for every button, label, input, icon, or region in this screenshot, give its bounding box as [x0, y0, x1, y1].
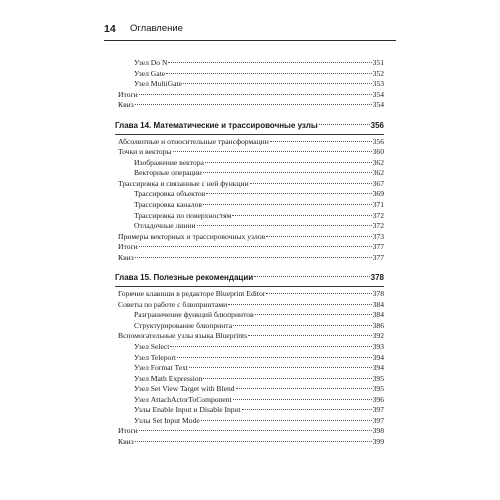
- dot-leader: [139, 430, 372, 431]
- toc-entry-page-number: 394: [372, 363, 384, 373]
- toc-entry[interactable]: [118, 405, 384, 416]
- toc-entry[interactable]: [118, 342, 384, 353]
- toc-entry-title: Итоги: [118, 89, 138, 99]
- toc-entry[interactable]: [118, 100, 384, 111]
- dot-leader: [232, 215, 371, 216]
- toc-entry-title: Примеры векторных и трассировочных узлов: [118, 231, 266, 241]
- dot-leader: [189, 367, 372, 368]
- toc-entry-title: Абсолютные и относительные трансформации: [118, 136, 269, 146]
- toc-entry-title: Квиз: [118, 100, 134, 110]
- toc-entry-page-number: 354: [372, 100, 384, 110]
- dot-leader: [139, 246, 372, 247]
- toc-entry-page-number: 371: [372, 200, 384, 210]
- dot-leader: [135, 441, 372, 442]
- toc-entry-page-number: 372: [372, 210, 384, 220]
- toc-entry-title: Узлы Enable Input и Disable Input: [134, 405, 241, 415]
- toc-entry-page-number: 384: [372, 310, 384, 320]
- table-of-contents: [115, 58, 384, 448]
- running-header-title: Оглавление: [130, 23, 183, 34]
- chapter-page-number: 378: [370, 273, 384, 283]
- section-gap: [118, 111, 384, 119]
- toc-entry[interactable]: [118, 69, 384, 80]
- toc-entry-page-number: 362: [372, 157, 384, 167]
- dot-leader: [203, 172, 372, 173]
- toc-entry-title: Советы по работе с блюпринтами: [118, 299, 228, 309]
- toc-entry-page-number: 373: [372, 231, 384, 241]
- dot-leader: [173, 151, 372, 152]
- toc-entry[interactable]: [118, 363, 384, 374]
- toc-entry[interactable]: [118, 168, 384, 179]
- toc-entry[interactable]: [118, 321, 384, 332]
- toc-entry-title: Структурирование блюпринта: [134, 320, 233, 330]
- toc-entry-title: Изображение вектора: [134, 157, 204, 167]
- toc-entry[interactable]: [118, 437, 384, 448]
- toc-entry[interactable]: [118, 253, 384, 264]
- toc-entry-page-number: 372: [372, 221, 384, 231]
- running-header: [104, 22, 404, 36]
- dot-leader: [236, 388, 372, 389]
- toc-entry-title: Узел Set View Target with Blend: [134, 384, 235, 394]
- toc-entry[interactable]: [118, 90, 384, 101]
- toc-entry-title: Узел Select: [134, 342, 170, 352]
- dot-leader: [254, 276, 369, 277]
- toc-entry[interactable]: [118, 179, 384, 190]
- toc-entry[interactable]: [118, 310, 384, 321]
- toc-entry[interactable]: [118, 384, 384, 395]
- toc-entry-title: Отладочные линии: [134, 221, 196, 231]
- dot-leader: [250, 183, 372, 184]
- toc-entry-title: Горячие клавиши в редакторе Blueprint Editor: [118, 289, 266, 299]
- dot-leader: [233, 399, 372, 400]
- chapter-divider: [115, 134, 384, 135]
- toc-entry[interactable]: [118, 300, 384, 311]
- toc-entry[interactable]: [118, 189, 384, 200]
- dot-leader: [206, 193, 371, 194]
- toc-entry-title: Узел Math Expression: [134, 373, 203, 383]
- dot-leader: [201, 420, 372, 421]
- toc-entry-page-number: 377: [372, 252, 384, 262]
- toc-chapter-heading[interactable]: [115, 271, 384, 284]
- toc-entry[interactable]: [118, 221, 384, 232]
- dot-leader: [248, 335, 372, 336]
- toc-entry-page-number: 352: [372, 68, 384, 78]
- dot-leader: [166, 73, 372, 74]
- page-number: 14: [104, 23, 116, 35]
- dot-leader: [183, 83, 372, 84]
- toc-entry-title: Узел MultiGate: [134, 79, 182, 89]
- toc-entry-title: Узел Format Text: [134, 363, 188, 373]
- toc-entry-page-number: 378: [372, 289, 384, 299]
- chapter-title: Глава 14. Математические и трассировочные узлы: [115, 120, 318, 130]
- toc-entry-page-number: 393: [372, 342, 384, 352]
- toc-entry-title: Трассировка каналов: [134, 200, 202, 210]
- toc-entry-page-number: 354: [372, 89, 384, 99]
- toc-entry-page-number: 360: [372, 147, 384, 157]
- toc-entry-page-number: 356: [372, 136, 384, 146]
- toc-entry[interactable]: [118, 353, 384, 364]
- toc-entry[interactable]: [118, 374, 384, 385]
- toc-entry-page-number: 367: [372, 178, 384, 188]
- toc-entry[interactable]: [118, 331, 384, 342]
- header-divider: [104, 40, 396, 41]
- toc-entry-page-number: 384: [372, 299, 384, 309]
- chapter-title: Глава 15. Полезные рекомендации: [115, 273, 254, 283]
- toc-entry-title: Вспомогательные узлы языка Blueprints: [118, 331, 248, 341]
- toc-entry-title: Векторные операции: [134, 168, 202, 178]
- chapter-divider: [115, 286, 384, 287]
- chapter-page-number: 356: [370, 120, 384, 130]
- dot-leader: [242, 409, 372, 410]
- toc-entry-page-number: 398: [372, 426, 384, 436]
- toc-entry-title: Трассировка объектов: [134, 189, 206, 199]
- dot-leader: [168, 62, 371, 63]
- toc-entry-page-number: 397: [372, 415, 384, 425]
- toc-entry-title: Узел Do N: [134, 58, 168, 67]
- toc-entry-title: Трассировка по поверхностям: [134, 210, 232, 220]
- dot-leader: [170, 346, 371, 347]
- dot-leader: [177, 357, 372, 358]
- toc-entry-title: Узел Gate: [134, 68, 166, 78]
- dot-leader: [203, 378, 371, 379]
- toc-entry-title: Разграничение функций блюпринтов: [134, 310, 254, 320]
- dot-leader: [255, 314, 372, 315]
- toc-entry-title: Узлы Set Input Mode: [134, 415, 200, 425]
- toc-entry-page-number: 369: [372, 189, 384, 199]
- toc-entry-title: Итоги: [118, 426, 138, 436]
- toc-entry[interactable]: [118, 147, 384, 158]
- dot-leader: [139, 94, 372, 95]
- toc-entry[interactable]: [118, 395, 384, 406]
- toc-entry-page-number: 395: [372, 373, 384, 383]
- dot-leader: [197, 225, 372, 226]
- toc-entry[interactable]: [118, 416, 384, 427]
- dot-leader: [266, 293, 371, 294]
- dot-leader: [135, 257, 372, 258]
- toc-entry-page-number: 351: [372, 58, 384, 67]
- toc-entry[interactable]: [118, 211, 384, 222]
- toc-entry-page-number: 377: [372, 242, 384, 252]
- toc-entry-page-number: 395: [372, 384, 384, 394]
- toc-entry[interactable]: [118, 158, 384, 169]
- toc-entry-title: Квиз: [118, 252, 134, 262]
- toc-entry[interactable]: [118, 58, 384, 69]
- toc-entry-page-number: 397: [372, 405, 384, 415]
- dot-leader: [270, 141, 372, 142]
- toc-entry-page-number: 362: [372, 168, 384, 178]
- toc-entry[interactable]: [118, 242, 384, 253]
- toc-entry[interactable]: [118, 232, 384, 243]
- toc-entry[interactable]: [118, 137, 384, 148]
- toc-entry-page-number: 386: [372, 320, 384, 330]
- toc-entry[interactable]: [118, 200, 384, 211]
- toc-entry-page-number: 353: [372, 79, 384, 89]
- dot-leader: [203, 204, 372, 205]
- toc-entry-page-number: 394: [372, 352, 384, 362]
- toc-entry[interactable]: [118, 289, 384, 300]
- dot-leader: [205, 162, 372, 163]
- toc-entry-page-number: 399: [372, 436, 384, 446]
- toc-entry-title: Точки и векторы: [118, 147, 172, 157]
- dot-leader: [228, 304, 371, 305]
- toc-entry-title: Итоги: [118, 242, 138, 252]
- toc-entry-page-number: 396: [372, 394, 384, 404]
- toc-entry-title: Узел Teleport: [134, 352, 176, 362]
- dot-leader: [233, 325, 372, 326]
- toc-entry-page-number: 392: [372, 331, 384, 341]
- toc-entry[interactable]: [118, 426, 384, 437]
- dot-leader: [266, 236, 371, 237]
- toc-entry-title: Квиз: [118, 436, 134, 446]
- toc-entry-title: Трассировка и связанные с ней функции: [118, 178, 249, 188]
- dot-leader: [319, 124, 370, 125]
- toc-chapter-heading[interactable]: [115, 119, 384, 132]
- dot-leader: [135, 104, 372, 105]
- section-gap: [118, 263, 384, 271]
- toc-entry[interactable]: [118, 79, 384, 90]
- toc-entry-title: Узел AttachActorToComponent: [134, 394, 232, 404]
